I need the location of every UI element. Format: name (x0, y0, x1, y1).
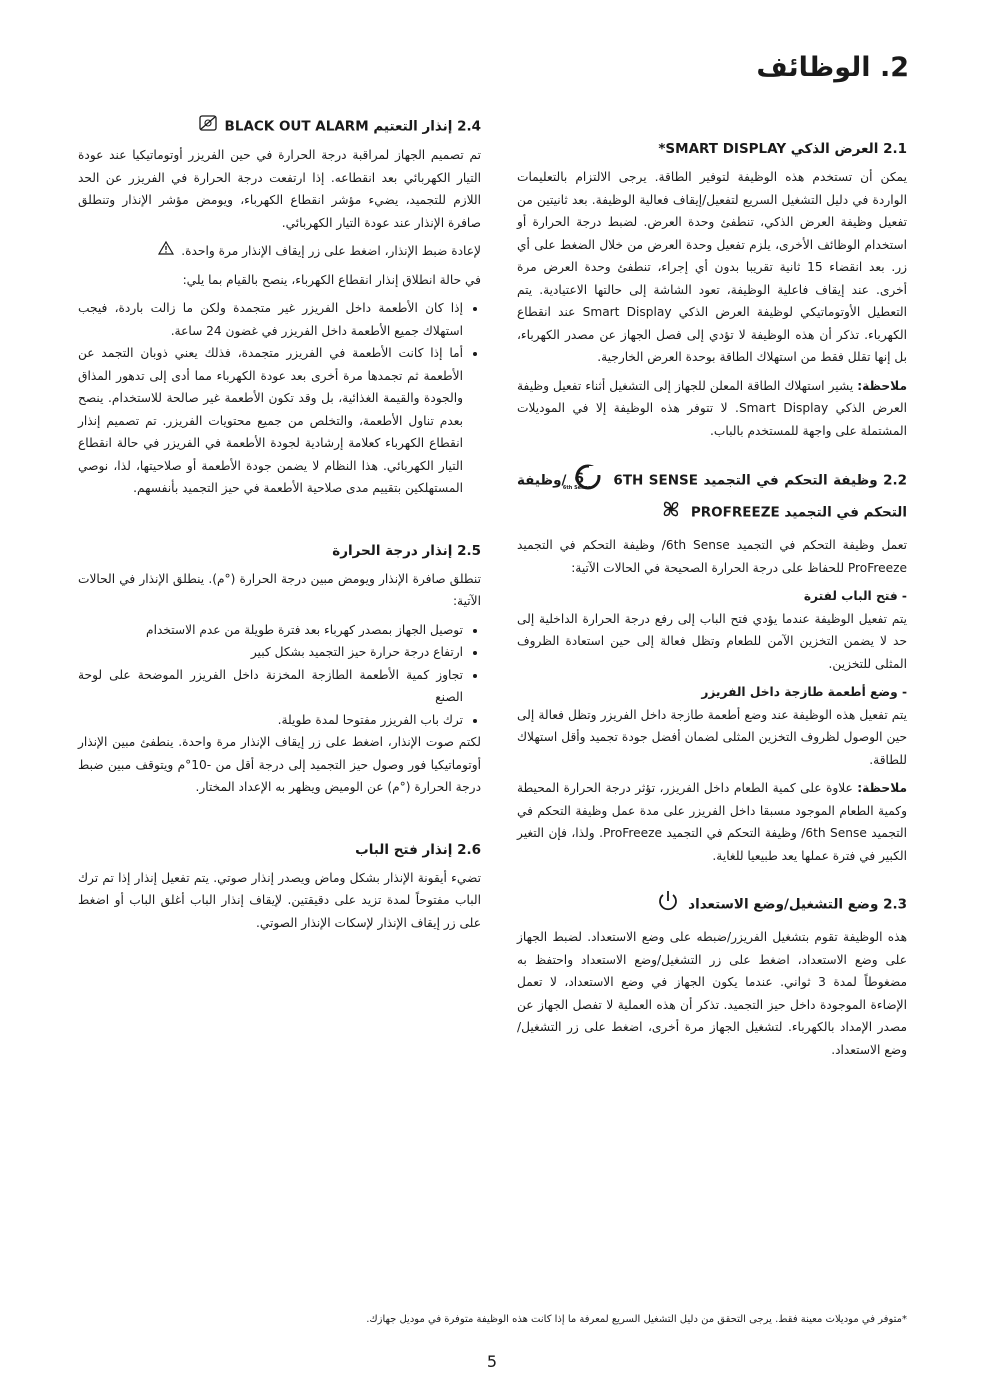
section-2-4-title-text: 2.4 إنذار التعتيم BLACK OUT ALARM (224, 118, 481, 135)
section-2-5-text-2: لكتم صوت الإنذار، اضغط على زر إيقاف الإنذار مرة واحدة. ينطفئ مبين الإنذار أوتوماتيكيا فور وصول حيز التجميد إلى درجة أقل من -10°م ويتوقف مبين ضبط درجة الحرارة (°م) عن الوميض ويظهر به الإعداد المختار. (78, 735, 481, 795)
section-2-2-sub2-text: يتم تفعيل هذه الوظيفة عند وضع أطعمة طازجة داخل الفريزر وتظل فعالة إلى حين الوصول لظروف التخزين المثلى لضمان أفضل جودة تجميد وأقل استهلاك للطاقة. (517, 707, 907, 767)
footnote: *متوفر في موديلات معينة فقط. يرجى التحقق من دليل التشغيل السريع لمعرفة ما إذا كانت هذه الوظيفة متوفرة في موديل جهازك. (366, 1314, 907, 1325)
note-label: ملاحظة: (857, 781, 908, 795)
section-2-4-list (78, 297, 481, 500)
page-title: 2. الوظائف (756, 52, 909, 83)
section-2-6-title: 2.6 إنذار فتح الباب (355, 841, 481, 858)
left-column (78, 115, 481, 956)
section-2-4 (78, 115, 481, 500)
svg-text:6th Sense: 6th Sense (562, 485, 591, 491)
section-2-1 (517, 138, 907, 442)
list-item: • تجاوز كمية الأطعمة الطازجة المخزنة داخل الفريزر الموضحة على لوحة الصنع (78, 664, 463, 709)
list-item: • ترك باب الفريزر مفتوحا لمدة طويلة. (78, 709, 463, 732)
sixth-sense-icon (562, 464, 605, 497)
section-2-2 (517, 464, 907, 867)
list-item: • إذا كان الأطعمة داخل الفريزر غير متجمدة ولكن ما زالت باردة، فيجب استهلاك جميع الأطعمة داخل الفريزر في غضون 24 ساعة. (78, 297, 463, 342)
note-text: يشير استهلاك الطاقة المعلن للجهاز إلى التشغيل أثناء تفعيل وظيفة العرض الذكي Smart Display. لا تتوفر هذه الوظيفة إلا في الموديلات المشتملة على واجهة للمستخدم بالباب. (517, 378, 907, 438)
section-2-1-title: 2.1 العرض الذكي SMART DISPLAY* (658, 141, 907, 157)
section-2-5-text-1: تنطلق صافرة الإنذار ويومض مبين درجة الحرارة (°م). ينطلق الإنذار في الحالات الآتية: (78, 571, 481, 609)
section-2-2-title-a: 2.2 وظيفة التحكم في التجميد 6TH SENSE (613, 472, 907, 489)
alarm-warning-icon (158, 240, 174, 263)
list-item: • توصيل الجهاز بمصدر كهرباء بعد فترة طويلة من عدم الاستخدام (78, 619, 463, 642)
section-2-3 (517, 889, 907, 1061)
power-icon (656, 889, 680, 920)
section-2-4-text-2 (78, 240, 481, 263)
section-2-5-list (78, 619, 481, 732)
section-2-3-text: هذه الوظيفة تقوم بتشغيل الفريزر/ضبطه على وضع الاستعداد. لضبط الجهاز على وضع الاستعداد، اضغط على زر التشغيل/وضع الاستعداد واحتفظ به مضغوطاً لمدة 3 ثواني. عندما يكون الجهاز في وضع الاستعداد، لا تعمل الإضاءة الموجودة داخل حيز التجميد. تذكر أن هذه العملية لا تفصل الجهاز عن مصدر الإمداد بالكهرباء. لتشغيل الجهاز مرة أخرى، اضغط على زر التشغيل/وضع الاستعداد. (517, 930, 907, 1057)
section-2-4-text-2-content: لإعادة ضبط الإنذار، اضغط على زر إيقاف الإنذار مرة واحدة. (181, 244, 481, 258)
section-2-2-title-b: /وظيفة التحكم في التجميد PROFREEZE (517, 472, 907, 521)
section-2-2-intro: تعمل وظيفة التحكم في التجميد 6th Sense/ وظيفة التحكم في التجميد ProFreeze للحفاظ على درجة الحرارة الصحيحة في الحالات الآتية: (517, 538, 907, 575)
section-2-4-title (78, 115, 481, 138)
section-2-2-sub2: - وضع أطعمة طازجة داخل الفريزر (701, 685, 907, 699)
section-2-4-text-3: في حالة انطلاق إنذار انقطاع الكهرباء، ينصح بالقيام بما يلي: (182, 272, 481, 287)
section-2-2-note (517, 777, 907, 867)
section-2-3-title-text: 2.3 وضع التشغيل/وضع الاستعداد (688, 896, 907, 913)
svg-text:6: 6 (574, 471, 584, 487)
page-number: 5 (486, 1352, 498, 1371)
fan-icon (659, 497, 683, 528)
section-2-1-note (517, 375, 907, 443)
section-2-5 (78, 540, 481, 799)
list-item: • ارتفاع درجة حرارة حيز التجميد بشكل كبير (78, 641, 463, 664)
list-item: • أما إذا كانت الأطعمة في الفريزر متجمدة، فذلك يعني ذوبان التجمد عن الأطعمة ثم تجمدها مرة أخرى بعد عودة الكهرباء مما أدى إلى تدهور المذاق والجودة والقيمة الغذائية، بل وقد تكون الأطعمة غير صالحة للاستخدام. ينصح بعدم تناول الأطعمة، والتخلص من جميع محتويات الفريزر. تم تصميم إنذار انقطاع الكهرباء كعلامة إرشادية لجودة الأطعمة في الفريزر في حالة انقطاع التيار الكهربائي. هذا النظام لا يضمن جودة الأطعمة أو صلاحيتها، لذا، نوصي المستهلكين بتقييم مدى صلاحية الأطعمة في حيز التجميد بأنفسهم. (78, 342, 463, 500)
section-2-5-title: 2.5 إنذار درجة الحرارة (332, 542, 481, 559)
section-2-1-text: يمكن أن تستخدم هذه الوظيفة لتوفير الطاقة. يرجى الالتزام بالتعليمات الواردة في دليل التشغيل السريع لتفعيل/إيقاف فعالية الوظيفة. بعد ثانيتين من تفعيل وظيفة العرض الذكي، تنطفئ وحدة العرض. لضبط درجة الحرارة أو استخدام الوظائف الأخرى، يلزم تفعيل وحدة العرض من خلال الضغط على أي زر. بعد انقضاء 15 ثانية تقريبا بدون أي إجراء، تنطفئ وحدة العرض مرة أخرى. عند إيقاف فاعلية الوظيفة، تعود الشاشة إلى حالتها الاعتيادية. يتم التعطيل الأوتوماتيكي لوظيفة العرض الذكي Smart Display عند انقطاع الكهرباء. تذكر أن هذه الوظيفة لا تؤدي إلى فصل الجهاز عن مصدر الكهرباء، بل إنها تقلل فقط من استهلاك الطاقة بوحدة العرض الخارجية. (517, 170, 907, 364)
section-2-6-text: تضيء أيقونة الإنذار بشكل وماض ويصدر إنذار صوتي. يتم تفعيل إنذار إذا تم ترك الباب مفتوحاً لمدة تزيد على دقيقتين. لإيقاف إنذار الباب أغلق الباب أو اضغط على زر إيقاف الإنذار لإسكات الإنذار الصوتي. (78, 870, 481, 930)
section-2-6 (78, 839, 481, 935)
section-2-2-sub1: - فتح الباب لفترة (803, 589, 907, 603)
section-2-4-text-1: تم تصميم الجهاز لمراقبة درجة الحرارة في حين الفريزر أوتوماتيكيا عند عودة التيار الكهربائي بعد انقطاعه. إذا ارتفعت درجة الحرارة في الفريزر عن الحد اللازم للتجميد، يضيء مؤشر انقطاع الكهرباء، ويومض مؤشر الإنذار وتنطلق صافرة الإنذار عند عودة التيار الكهربائي. (78, 148, 481, 230)
section-2-2-sub1-text: يتم تفعيل الوظيفة عندما يؤدي فتح الباب إلى رفع درجة الحرارة الداخلية إلى حد لا يضمن التخزين الآمن للطعام وتظل فعالة إلى حين استعادة الظروف المثلى للتخزين. (517, 611, 907, 671)
section-2-3-title (517, 889, 907, 920)
section-2-2-title (517, 464, 907, 528)
blackout-icon (199, 115, 217, 138)
note-label: ملاحظة: (857, 378, 907, 393)
note-text: علاوة على كمية الطعام داخل الفريزر، تؤثر درجة الحرارة المحيطة وكمية الطعام الموجود مسبقا داخل الفريزر على مدة عمل وظيفة التحكم في التجميد 6th Sense/ وظيفة التحكم في التجميد ProFreeze. ولذا، فإن التغير الكبير في فترة عملها يعد طبيعيا للغاية. (517, 781, 907, 863)
right-column (517, 138, 907, 1083)
